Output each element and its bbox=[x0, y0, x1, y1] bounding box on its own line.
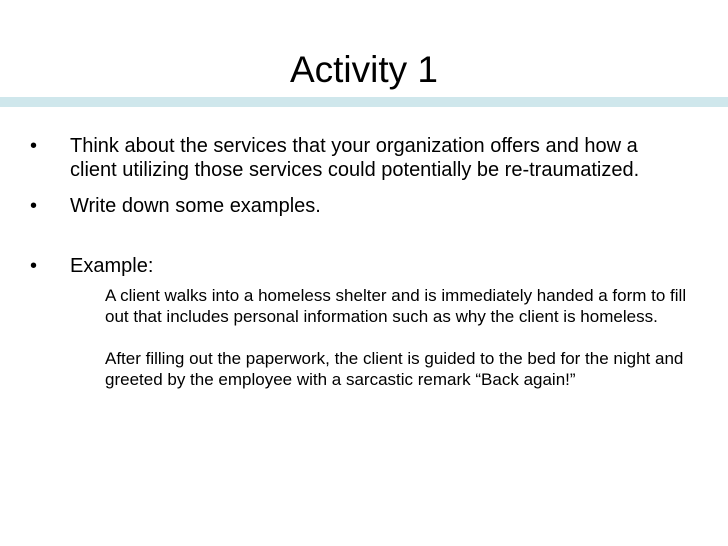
bullet-item bbox=[0, 254, 728, 278]
example-text: A client walks into a homeless shelter and is immediately handed a form to fill out that includes personal information such as why the client is homeless. bbox=[105, 286, 687, 326]
bullet-item bbox=[0, 134, 728, 182]
bullet-marker: • bbox=[30, 195, 38, 217]
example-paragraph bbox=[0, 285, 728, 327]
bullet-item bbox=[0, 194, 728, 218]
title-divider bbox=[0, 97, 728, 107]
bullet-list bbox=[0, 134, 728, 390]
bullet-marker: • bbox=[30, 135, 38, 157]
example-paragraph bbox=[0, 348, 728, 390]
bullet-text: Think about the services that your organization offers and how a client utilizing those services could potentially be re-traumatized. bbox=[70, 135, 640, 181]
bullet-text: Example: bbox=[70, 255, 154, 277]
bullet-text: Write down some examples. bbox=[70, 195, 321, 217]
bullet-marker: • bbox=[30, 255, 38, 277]
example-text: After filling out the paperwork, the client is guided to the bed for the night and greeted by the employee with a sarcastic remark “Back again!” bbox=[105, 349, 684, 389]
slide-title: Activity 1 bbox=[289, 49, 439, 90]
